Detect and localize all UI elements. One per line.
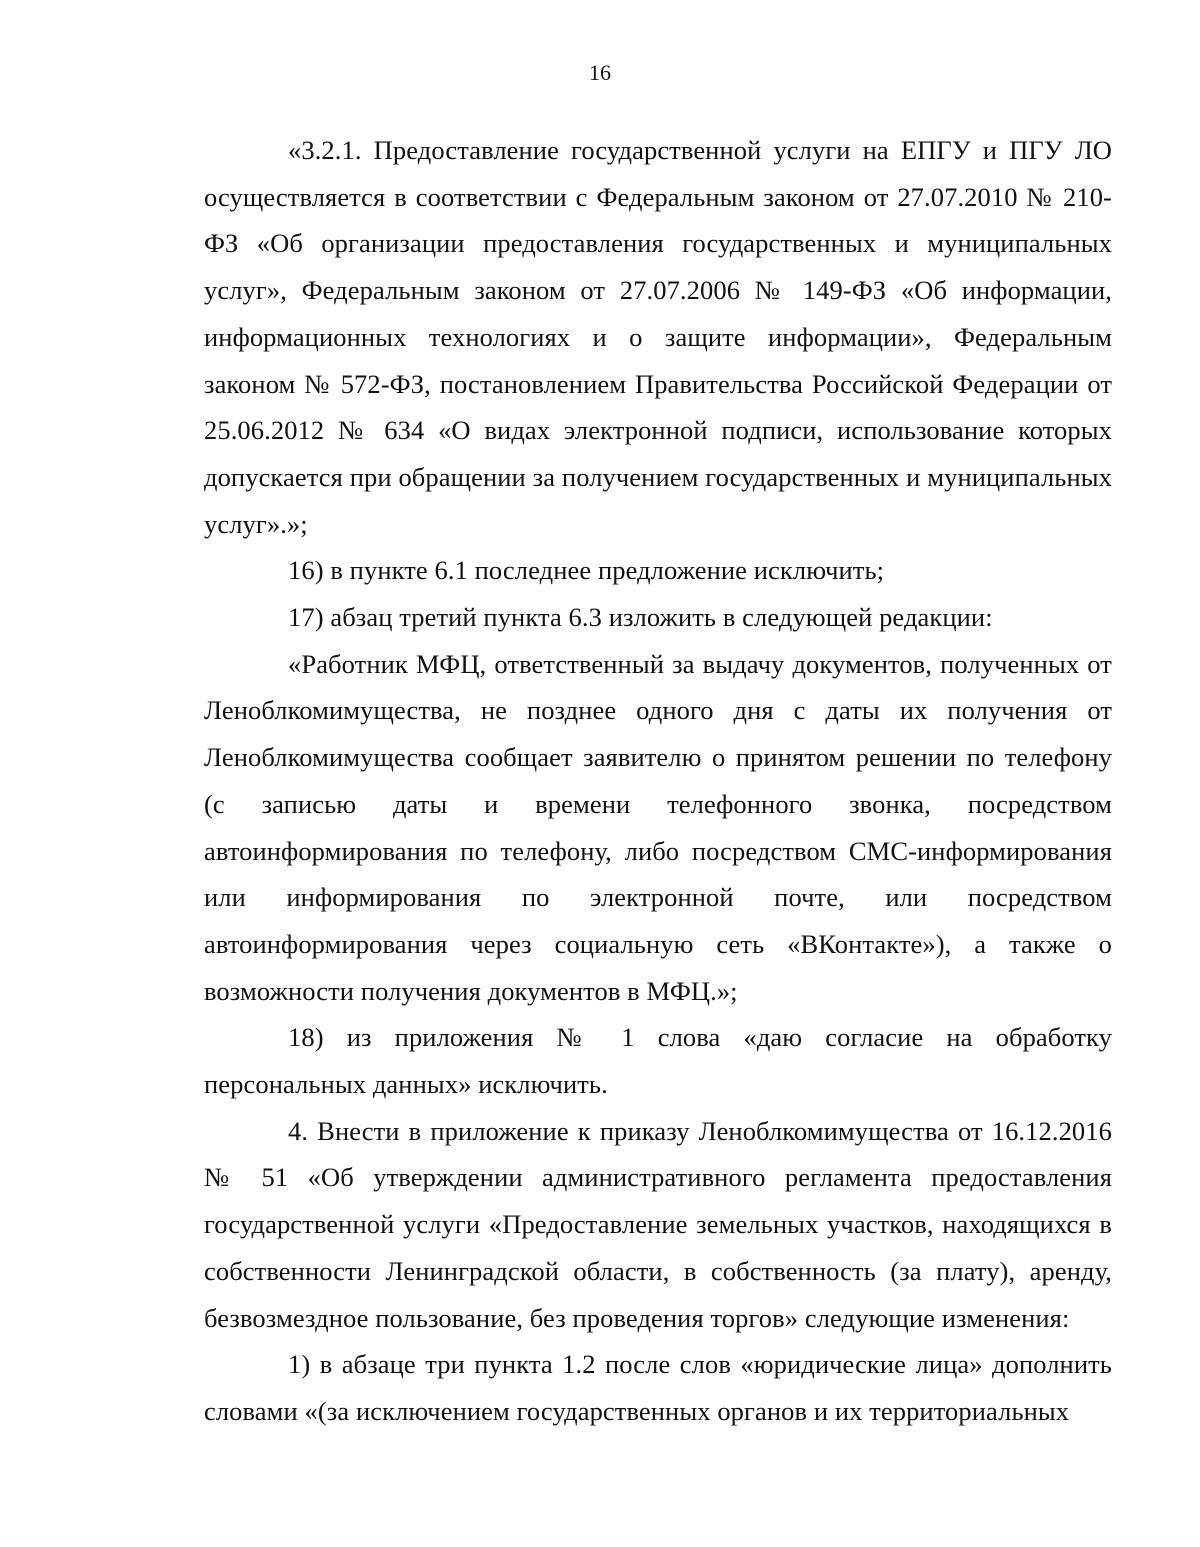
paragraph-mfc-worker: «Работник МФЦ, ответственный за выдачу документов, полученных от Леноблкомимущества, не позднее одного дня с даты их получения от Леноблкомимущества сообщает заявителю о принятом решении по телефону (с записью даты и времени телефонного звонка, посредством автоинформирования по телефону, либо посредством СМС-информирования или информирования по электронной почте, или посредством автоинформирования через социальную сеть «ВКонтакте»), а также о возможности получения документов в МФЦ.»; <box>204 648 1112 1006</box>
document-body <box>204 127 1112 1435</box>
paragraph-section-4: 4. Внести в приложение к приказу Леноблкомимущества от 16.12.2016 № 51 «Об утверждении административного регламента предоставления государственной услуги «Предоставление земельных участков, находящихся в собственности Ленинградской области, в собственность (за плату), аренду, безвозмездное пользование, без проведения торгов» следующие изменения: <box>204 1115 1112 1333</box>
paragraph-item-1: 1) в абзаце три пункта 1.2 после слов «юридические лица» дополнить словами «(за исключением государственных органов и их территориальных <box>204 1349 1112 1426</box>
paragraph-item-18: 18) из приложения № 1 слова «даю согласие на обработку персональных данных» исключить. <box>204 1022 1112 1100</box>
paragraph-clause-3-2-1: «3.2.1. Предоставление государственной услуги на ЕПГУ и ПГУ ЛО осуществляется в соответствии с Федеральным законом от 27.07.2010 № 210-ФЗ «Об организации предоставления государственных и муниципальных услуг», Федеральным законом от 27.07.2006 № 149-ФЗ «Об информации, информационных технологиях и о защите информации», Федеральным законом № 572-ФЗ, постановлением Правительства Российской Федерации от 25.06.2012 № 634 «О видах электронной подписи, использование которых допускается при обращении за получением государственных и муниципальных услуг».»; <box>204 135 1112 539</box>
page-number: 16 <box>589 60 611 85</box>
paragraph-item-16: 16) в пункте 6.1 последнее предложение исключить; <box>288 555 885 586</box>
paragraph-item-17: 17) абзац третий пункта 6.3 изложить в следующей редакции: <box>288 602 993 633</box>
